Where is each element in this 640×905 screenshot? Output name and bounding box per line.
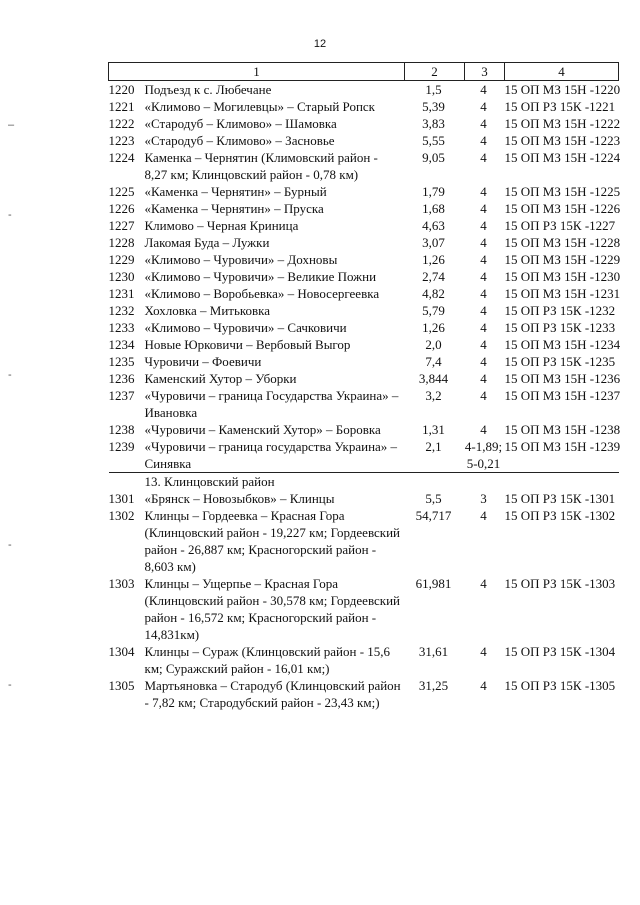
table-row: [109, 98, 619, 115]
road-name: Лакомая Буда – Лужки: [144, 235, 270, 250]
table-row: [109, 319, 619, 336]
road-length: 5,5: [425, 491, 442, 506]
table-row: [109, 353, 619, 370]
section-block: [109, 473, 619, 491]
table-row: [109, 285, 619, 302]
road-identifier: 15 ОП МЗ 15Н -1238: [504, 422, 621, 437]
section-row: [109, 473, 619, 490]
road-name: Клинцы – Гордеевка – Красная Гора (Клинцовский район - 19,227 км; Гордеевский район - 26,887 км; Красногорский район - 8,603 км): [144, 508, 401, 574]
road-category: 4: [480, 337, 487, 352]
road-code: 1238: [108, 422, 135, 437]
road-name: «Стародуб – Климово» – Засновье: [144, 133, 335, 148]
road-name: Хохловка – Митьковка: [144, 303, 271, 318]
table-row: [109, 149, 619, 183]
table-header-row: [109, 63, 619, 81]
table-row: [109, 200, 619, 217]
road-identifier: 15 ОП МЗ 15Н -1223: [504, 133, 621, 148]
road-category: 4: [480, 576, 487, 591]
road-name: «Климово – Чуровичи» – Сачковичи: [144, 320, 347, 335]
road-name: Подъезд к с. Любечане: [144, 82, 272, 97]
road-identifier: 15 ОП РЗ 15К -1303: [504, 576, 616, 591]
header-col-4: 4: [505, 63, 619, 81]
road-length: 61,981: [415, 576, 452, 591]
road-name: «Климово – Чуровичи» – Великие Пожни: [144, 269, 377, 284]
road-identifier: 15 ОП РЗ 15К -1235: [504, 354, 616, 369]
table-row: [109, 336, 619, 353]
road-length: 4,63: [422, 218, 445, 233]
road-identifier: 15 ОП МЗ 15Н -1224: [504, 150, 621, 165]
road-length: 3,07: [422, 235, 445, 250]
road-name: Клинцы – Ущерпье – Красная Гора (Клинцовский район - 30,578 км; Гордеевский район - 16,572 км; Красногорский район - 14,831км): [144, 576, 401, 642]
road-name: Климово – Черная Криница: [144, 218, 299, 233]
road-category: 4: [480, 320, 487, 335]
road-name: Чуровичи – Фоевичи: [144, 354, 262, 369]
road-identifier: 15 ОП МЗ 15Н -1226: [504, 201, 621, 216]
road-length: 1,68: [422, 201, 445, 216]
road-category: 4: [480, 235, 487, 250]
road-name: «Климово – Чуровичи» – Дохновы: [144, 252, 338, 267]
header-col-3: 3: [465, 63, 505, 81]
rows-after-section: [109, 490, 619, 711]
table-row: [109, 677, 619, 711]
section-title: 13. Клинцовский район: [144, 474, 275, 489]
road-name: «Каменка – Чернятин» – Бурный: [144, 184, 327, 199]
road-identifier: 15 ОП МЗ 15Н -1234: [504, 337, 621, 352]
road-code: 1305: [108, 678, 135, 693]
table-row: [109, 387, 619, 421]
roads-table: [108, 62, 619, 711]
road-length: 2,1: [425, 439, 442, 454]
road-length: 5,39: [422, 99, 445, 114]
road-code: 1303: [108, 576, 135, 591]
road-category: 4: [480, 184, 487, 199]
road-length: 9,05: [422, 150, 445, 165]
road-length: 3,83: [422, 116, 445, 131]
road-identifier: 15 ОП РЗ 15К -1233: [504, 320, 616, 335]
road-length: 3,2: [425, 388, 442, 403]
road-name: «Брянск – Новозыбков» – Клинцы: [144, 491, 335, 506]
road-code: 1224: [108, 150, 135, 165]
road-length: 1,26: [422, 252, 445, 267]
road-name: «Климово – Могилевцы» – Старый Ропск: [144, 99, 376, 114]
road-category: 4: [480, 269, 487, 284]
road-code: 1221: [108, 99, 135, 114]
road-category: 4: [480, 150, 487, 165]
road-category: 4: [480, 116, 487, 131]
road-code: 1229: [108, 252, 135, 267]
road-category: 4: [480, 252, 487, 267]
road-name: «Климово – Воробьевка» – Новосергеевка: [144, 286, 380, 301]
table-row: [109, 183, 619, 200]
table-row: [109, 490, 619, 507]
road-category: 4: [480, 422, 487, 437]
road-category: [465, 438, 505, 473]
road-category: 4: [480, 303, 487, 318]
road-identifier: 15 ОП РЗ 15К -1302: [504, 508, 616, 523]
road-name: «Стародуб – Климово» – Шамовка: [144, 116, 337, 131]
road-identifier: 15 ОП МЗ 15Н -1231: [504, 286, 621, 301]
road-length: 7,4: [425, 354, 442, 369]
table-row: [109, 507, 619, 575]
road-code: 1228: [108, 235, 135, 250]
road-length: 31,61: [418, 644, 449, 659]
road-name: Каменский Хутор – Уборки: [144, 371, 297, 386]
road-identifier: 15 ОП МЗ 15Н -1225: [504, 184, 621, 199]
road-identifier: 15 ОП РЗ 15К -1221: [504, 99, 616, 114]
road-code: 1227: [108, 218, 135, 233]
table-row: [109, 370, 619, 387]
road-name: «Чуровичи – граница государства Украина» – Синявка: [144, 439, 398, 471]
table-row: [109, 421, 619, 438]
road-code: 1302: [108, 508, 135, 523]
table-row: [109, 575, 619, 643]
table-row: [109, 643, 619, 677]
road-code: 1301: [108, 491, 135, 506]
table-row: [109, 302, 619, 319]
road-identifier: 15 ОП МЗ 15Н -1236: [504, 371, 621, 386]
page-number: 12: [313, 38, 327, 50]
road-category: 4: [480, 354, 487, 369]
road-name: Новые Юрковичи – Вербовый Выгор: [144, 337, 351, 352]
road-category: 3: [480, 491, 487, 506]
road-code: 1230: [108, 269, 135, 284]
road-code: 1239: [108, 439, 135, 454]
road-length: 3,844: [418, 371, 449, 386]
road-category: 4: [480, 388, 487, 403]
margin-scan-marks: – - - - -: [8, 119, 15, 691]
road-category: 4: [480, 644, 487, 659]
road-length: 1,5: [425, 82, 442, 97]
table-row: [109, 234, 619, 251]
table-row: [109, 438, 619, 473]
road-name: «Чуровичи – граница Государства Украина» – Ивановка: [144, 388, 399, 420]
road-code: 1220: [108, 82, 135, 97]
road-code: 1231: [108, 286, 135, 301]
table-row: [109, 217, 619, 234]
road-length: 1,31: [422, 422, 445, 437]
road-code: 1235: [108, 354, 135, 369]
rows-before-section: [109, 81, 619, 473]
road-category: 4: [480, 371, 487, 386]
road-length: 5,55: [422, 133, 445, 148]
table-row: [109, 251, 619, 268]
road-identifier: 15 ОП РЗ 15К -1301: [504, 491, 616, 506]
road-identifier: 15 ОП МЗ 15Н -1220: [504, 82, 621, 97]
table-row: [109, 115, 619, 132]
road-name: «Чуровичи – Каменский Хутор» – Боровка: [144, 422, 381, 437]
road-code: 1237: [108, 388, 135, 403]
table-row: [109, 81, 619, 99]
road-category-part: 5-0,21: [466, 456, 501, 471]
road-name: Каменка – Чернятин (Климовский район - 8,27 км; Клинцовский район - 0,78 км): [144, 150, 378, 182]
road-code: 1236: [108, 371, 135, 386]
road-identifier: 15 ОП РЗ 15К -1304: [504, 644, 616, 659]
road-length: 2,74: [422, 269, 445, 284]
road-length: 31,25: [418, 678, 449, 693]
road-name: Клинцы – Сураж (Клинцовский район - 15,6 км; Суражский район - 16,01 км;): [144, 644, 391, 676]
road-identifier: 15 ОП РЗ 15К -1227: [504, 218, 616, 233]
road-identifier: 15 ОП РЗ 15К -1232: [504, 303, 616, 318]
road-identifier: 15 ОП МЗ 15Н -1230: [504, 269, 621, 284]
table-row: [109, 132, 619, 149]
road-length: 2,0: [425, 337, 442, 352]
road-code: 1233: [108, 320, 135, 335]
road-identifier: 15 ОП МЗ 15Н -1228: [504, 235, 621, 250]
road-name: «Каменка – Чернятин» – Пруска: [144, 201, 324, 216]
road-name: Мартьяновка – Стародуб (Клинцовский район - 7,82 км; Стародубский район - 23,43 км;): [144, 678, 401, 710]
road-category: 4: [480, 133, 487, 148]
road-identifier: 15 ОП МЗ 15Н -1222: [504, 116, 621, 131]
road-code: 1223: [108, 133, 135, 148]
header-col-1: 1: [109, 63, 405, 81]
road-length: 5,79: [422, 303, 445, 318]
road-code: 1232: [108, 303, 135, 318]
road-code: 1225: [108, 184, 135, 199]
road-length: 4,82: [422, 286, 445, 301]
header-col-2: 2: [405, 63, 465, 81]
table-row: [109, 268, 619, 285]
road-category: 4: [480, 508, 487, 523]
road-identifier: 15 ОП МЗ 15Н -1237: [504, 388, 621, 403]
road-category-part: 4-1,89;: [464, 439, 503, 454]
road-length: 54,717: [415, 508, 452, 523]
road-category: 4: [480, 678, 487, 693]
road-code: 1226: [108, 201, 135, 216]
road-code: 1234: [108, 337, 135, 352]
road-code: 1304: [108, 644, 135, 659]
road-category: 4: [480, 286, 487, 301]
road-identifier: 15 ОП МЗ 15Н -1229: [504, 252, 621, 267]
road-code: 1222: [108, 116, 135, 131]
road-category: 4: [480, 99, 487, 114]
road-length: 1,26: [422, 320, 445, 335]
road-identifier: 15 ОП РЗ 15К -1305: [504, 678, 616, 693]
road-category: 4: [480, 218, 487, 233]
road-identifier: 15 ОП МЗ 15Н -1239: [504, 439, 621, 454]
road-category: 4: [480, 82, 487, 97]
road-category: 4: [480, 201, 487, 216]
road-length: 1,79: [422, 184, 445, 199]
